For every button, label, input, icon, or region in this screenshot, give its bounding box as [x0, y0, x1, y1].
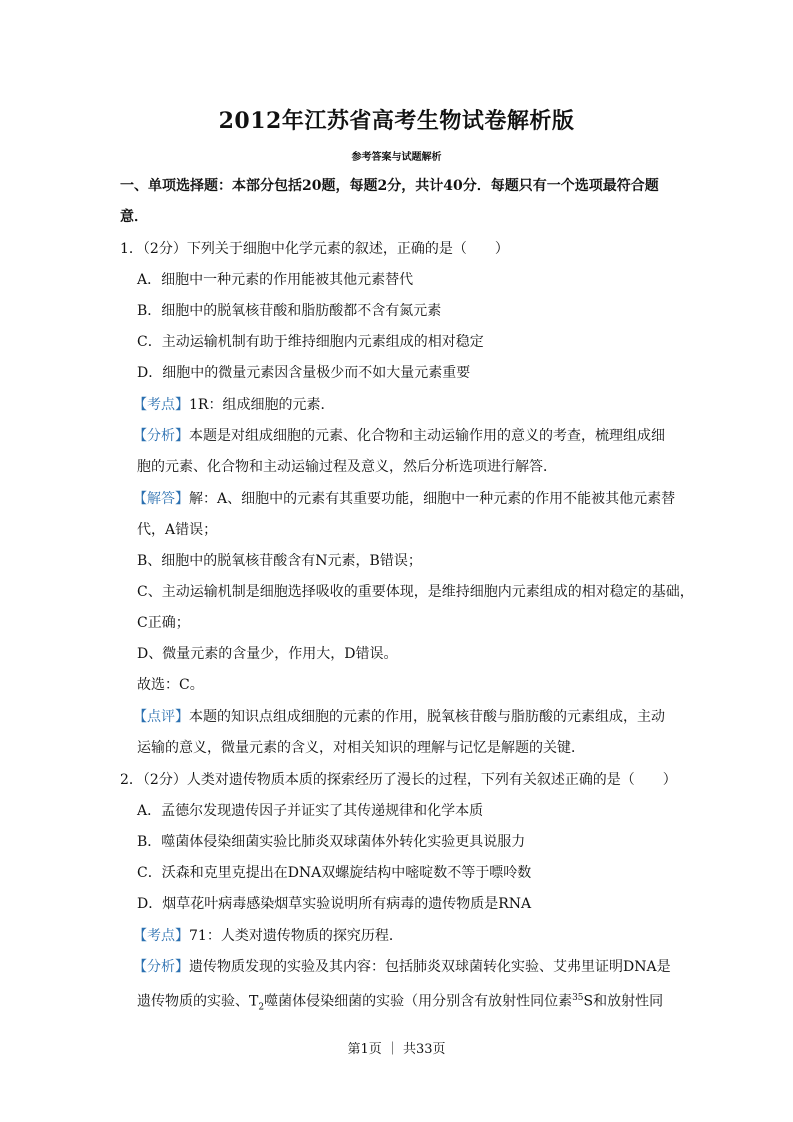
page-title: 2012年江苏省高考生物试卷解析版 — [218, 108, 575, 134]
q1-option-a: A．细胞中一种元素的作用能被其他元素替代 — [137, 272, 414, 288]
q2-fenxi-cont — [137, 989, 663, 1016]
q1-jieda-line2: 代，A错误； — [137, 522, 218, 538]
fenxi-part-b: 噬菌体侵染细菌的实验（用分别含有放射性同位素 — [264, 993, 573, 1010]
page-footer: 第1页 ｜ 共33页 — [347, 1042, 446, 1057]
subscript: 2 — [258, 1002, 265, 1013]
q2-option-a: A．孟德尔发现遗传因子并证实了其传递规律和化学本质 — [137, 803, 484, 819]
fenxi-part-c: S和放射性同 — [583, 993, 664, 1010]
fenxi-text: 遗传物质发现的实验及其内容：包括肺炎双球菌转化实验、艾弗里证明DNA是 — [189, 959, 671, 975]
fenxi-text: 本题是对组成细胞的元素、化合物和主动运输作用的意义的考查，梳理组成细 — [189, 428, 665, 444]
q1-kaodian — [133, 396, 334, 414]
jieda-tag: 【解答】 — [133, 491, 189, 507]
q2-option-d: D．烟草花叶病毒感染烟草实验说明所有病毒的遗传物质是RNA — [137, 896, 532, 912]
q1-fenxi-cont: 胞的元素、化合物和主动运输过程及意义，然后分析选项进行解答． — [137, 459, 557, 475]
q1-stem: 1．（2分）下列关于细胞中化学元素的叙述，正确的是（ ） — [120, 241, 509, 257]
q1-option-b: B．细胞中的脱氧核苷酸和脂肪酸都不含有氮元素 — [137, 303, 442, 319]
q1-fenxi — [133, 427, 665, 445]
kaodian-tag: 【考点】 — [133, 397, 189, 413]
fenxi-part-a: 遗传物质的实验、T — [137, 993, 259, 1010]
fenxi-tag: 【分析】 — [133, 959, 189, 975]
q1-option-c: C．主动运输机制有助于维持细胞内元素组成的相对稳定 — [137, 334, 484, 350]
kaodian-tag: 【考点】 — [133, 928, 189, 944]
jieda-text: 解：A、细胞中的元素有其重要功能，细胞中一种元素的作用不能被其他元素替 — [189, 491, 676, 507]
q1-answer: 故选：C。 — [137, 677, 204, 693]
kaodian-text: 1R：组成细胞的元素． — [189, 397, 335, 413]
q2-stem: 2．（2分）人类对遗传物质本质的探索经历了漫长的过程，下列有关叙述正确的是（ ） — [120, 772, 677, 788]
q1-jieda — [133, 490, 675, 508]
q1-jieda-line3: B、细胞中的脱氧核苷酸含有N元素，B错误； — [137, 553, 422, 569]
section-heading-cont: 意． — [120, 209, 148, 225]
q2-kaodian — [133, 927, 403, 945]
q2-option-b: B．噬菌体侵染细菌实验比肺炎双球菌体外转化实验更具说服力 — [137, 834, 526, 850]
q2-fenxi — [133, 958, 671, 976]
section-heading: 一、单项选择题：本部分包括20题，每题2分，共计40分．每题只有一个选项最符合题 — [120, 178, 659, 194]
fenxi-tag: 【分析】 — [133, 428, 189, 444]
q1-jieda-line6: D、微量元素的含量少，作用大，D错误。 — [137, 646, 398, 662]
q1-option-d: D．细胞中的微量元素因含量极少而不如大量元素重要 — [137, 365, 471, 381]
kaodian-text: 71：人类对遗传物质的探究历程． — [189, 928, 403, 944]
dianping-tag: 【点评】 — [133, 709, 189, 725]
q1-dianping-cont: 运输的意义，微量元素的含义，对相关知识的理解与记忆是解题的关键． — [137, 740, 585, 756]
q2-option-c: C．沃森和克里克提出在DNA双螺旋结构中嘧啶数不等于嘌呤数 — [137, 865, 532, 881]
q1-dianping — [133, 708, 665, 726]
q1-jieda-line5: C正确； — [137, 615, 190, 631]
q1-jieda-line4: C、主动运输机制是细胞选择吸收的重要体现，是维持细胞内元素组成的相对稳定的基础， — [137, 584, 694, 600]
dianping-text: 本题的知识点组成细胞的元素的作用，脱氧核苷酸与脂肪酸的元素组成，主动 — [189, 709, 665, 725]
superscript: 35 — [572, 993, 584, 1003]
page-subtitle: 参考答案与试题解析 — [351, 152, 442, 163]
